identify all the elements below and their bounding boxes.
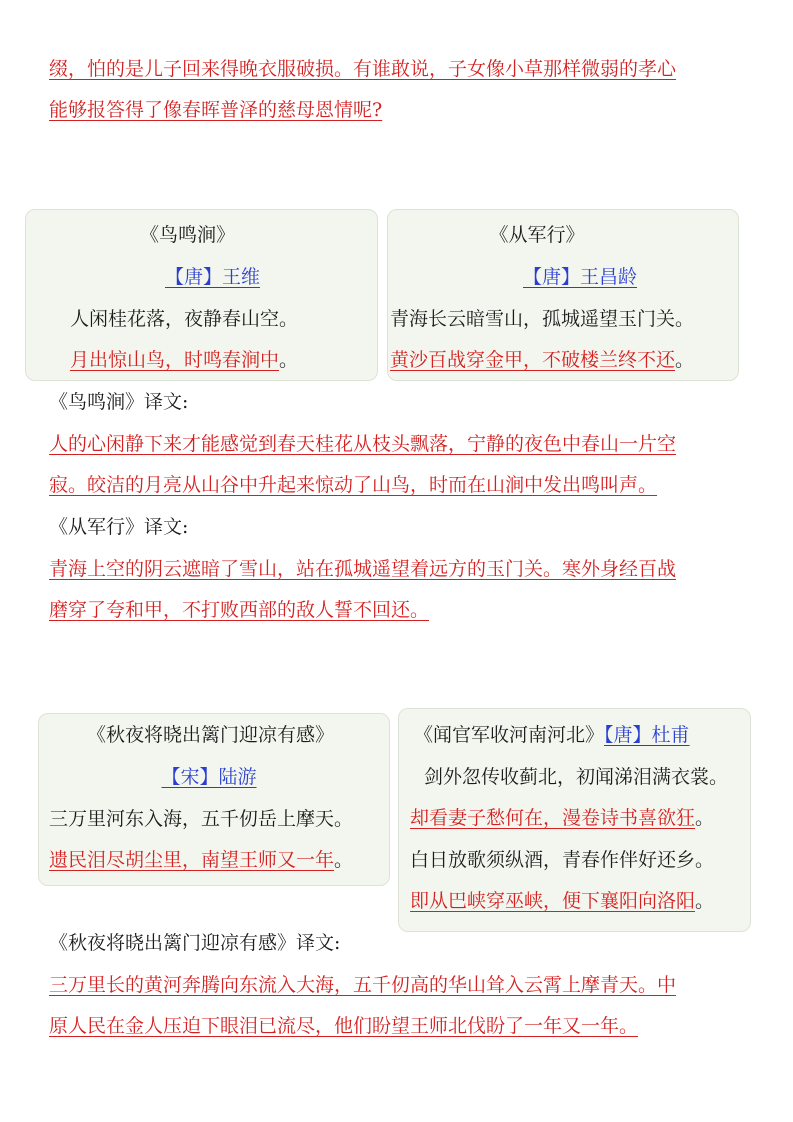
poem-line: 白日放歌须纵酒，青春作伴好还乡。: [410, 849, 715, 871]
translation-line: 原人民在金人压迫下眼泪已流尽，他们盼望王师北伐盼了一年又一年。: [49, 1015, 639, 1037]
poem-line: 三万里河东入海，五千仞岳上摩天。: [49, 808, 354, 830]
poem-line-answer: 黄沙百战穿金甲，不破楼兰终不还。: [390, 349, 695, 371]
poem-line: 青海长云暗雪山，孤城遥望玉门关。: [390, 308, 695, 330]
intro-line-1: 缀，怕的是儿子回来得晚衣服破损。有谁敢说，子女像小草那样微弱的孝心: [49, 58, 677, 80]
poem-line-answer: 遗民泪尽胡尘里，南望王师又一年。: [49, 849, 354, 871]
intro-line-2: 能够报答得了像春晖普泽的慈母恩情呢?: [49, 99, 383, 121]
poem-title: 《秋夜将晓出篱门迎凉有感》: [86, 724, 334, 746]
poem-title: 《鸟鸣涧》: [139, 224, 235, 246]
translation-heading: 《从军行》译文:: [49, 516, 189, 538]
poem-line: 剑外忽传收蓟北，初闻涕泪满衣裳。: [424, 766, 729, 788]
poem-title: 《从军行》: [489, 224, 585, 246]
translation-heading: 《秋夜将晓出篱门迎凉有感》译文:: [49, 932, 341, 954]
translation-line: 青海上空的阴云遮暗了雪山，站在孤城遥望着远方的玉门关。寒外身经百战: [49, 558, 677, 580]
poem-line-answer: 月出惊山鸟，时鸣春涧中。: [70, 349, 299, 371]
poem-title-row: 《闻官军收河南河北》【唐】杜甫: [414, 724, 690, 746]
poem-line: 人闲桂花落，夜静春山空。: [70, 308, 299, 330]
poem-author: 【唐】王昌龄: [522, 266, 637, 288]
translation-line: 寂。皎洁的月亮从山谷中升起来惊动了山鸟，时而在山涧中发出鸣叫声。: [49, 474, 658, 496]
translation-heading: 《鸟鸣涧》译文:: [49, 391, 189, 413]
poem-line-answer: 即从巴峡穿巫峡，便下襄阳向洛阳。: [410, 890, 715, 912]
poem-author: 【唐】王维: [164, 266, 260, 288]
translation-line: 磨穿了夸和甲，不打败西部的敌人誓不回还。: [49, 599, 430, 621]
translation-line: 三万里长的黄河奔腾向东流入大海，五千仞高的华山耸入云霄上摩青天。中: [49, 974, 677, 996]
translation-line: 人的心闲静下来才能感觉到春天桂花从枝头飘落，宁静的夜色中春山一片空: [49, 433, 677, 455]
poem-line-answer: 却看妻子愁何在，漫卷诗书喜欲狂。: [410, 807, 715, 829]
poem-author: 【宋】陆游: [161, 766, 257, 788]
